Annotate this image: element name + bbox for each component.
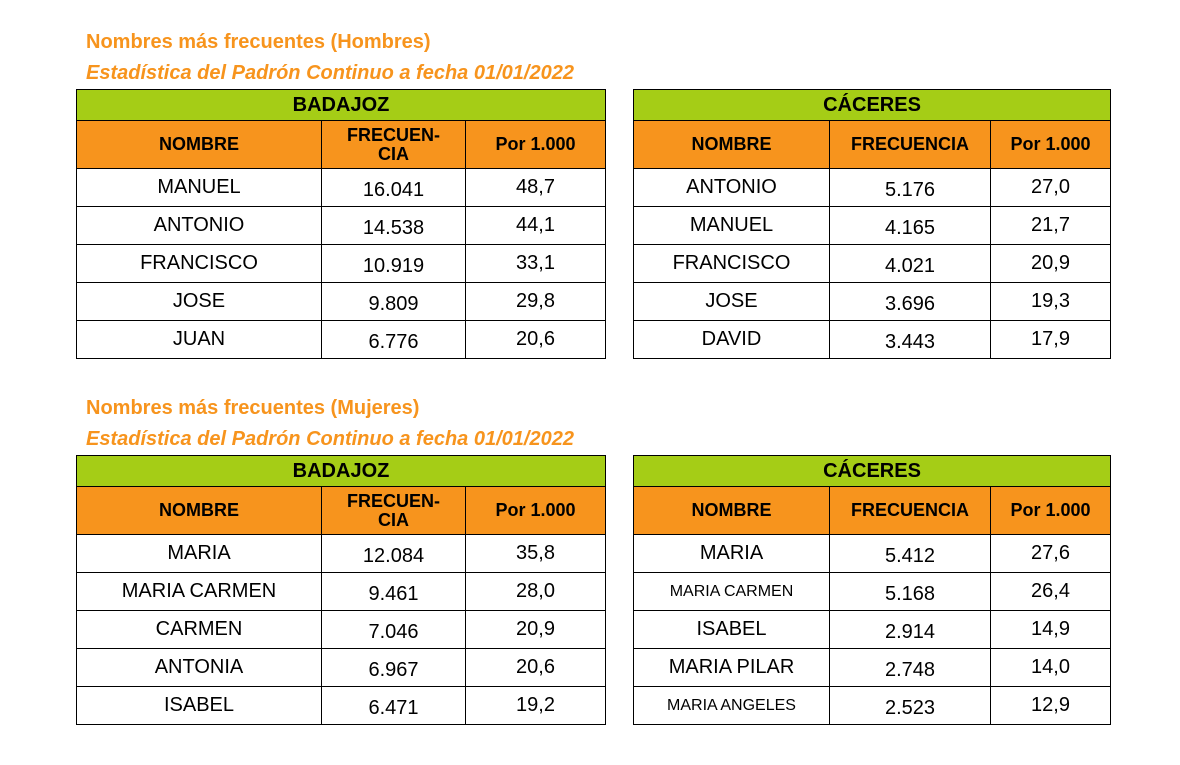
- per-thousand-cell: 19,2: [466, 687, 606, 725]
- name-cell: CARMEN: [77, 611, 322, 649]
- column-header-frecuencia: FRECUENCIA: [830, 121, 991, 169]
- frequency-cell: 2.914: [830, 611, 991, 649]
- frequency-cell: 3.696: [830, 283, 991, 321]
- table-row: [634, 611, 1111, 649]
- name-cell: JUAN: [77, 321, 322, 359]
- per-thousand-cell: 20,6: [466, 649, 606, 687]
- table-row: [634, 573, 1111, 611]
- per-thousand-cell: 21,7: [991, 207, 1111, 245]
- table-row: [77, 283, 606, 321]
- table-row: [634, 687, 1111, 725]
- per-thousand-cell: 20,6: [466, 321, 606, 359]
- name-cell: MARIA: [634, 535, 830, 573]
- table-row: [634, 649, 1111, 687]
- women-title: Nombres más frecuentes (Mujeres): [86, 397, 420, 419]
- table-row: [634, 169, 1111, 207]
- frequency-cell: 10.919: [322, 245, 466, 283]
- name-cell: MARIA CARMEN: [634, 573, 830, 611]
- column-header-nombre: NOMBRE: [77, 487, 322, 535]
- frequency-cell: 6.471: [322, 687, 466, 725]
- table-row: [634, 207, 1111, 245]
- per-thousand-cell: 33,1: [466, 245, 606, 283]
- name-cell: DAVID: [634, 321, 830, 359]
- per-thousand-cell: 48,7: [466, 169, 606, 207]
- column-header-por-mil: Por 1.000: [466, 121, 606, 169]
- table-row: [77, 611, 606, 649]
- frequency-cell: 5.176: [830, 169, 991, 207]
- women-caceres-table: [633, 455, 1111, 725]
- frequency-cell: 6.967: [322, 649, 466, 687]
- frequency-cell: 9.809: [322, 283, 466, 321]
- name-cell: JOSE: [77, 283, 322, 321]
- men-title: Nombres más frecuentes (Hombres): [86, 31, 431, 53]
- column-header-nombre: NOMBRE: [77, 121, 322, 169]
- men-caceres-table: [633, 89, 1111, 359]
- table-row: [77, 573, 606, 611]
- men-badajoz-table: [76, 89, 606, 359]
- column-header-nombre: NOMBRE: [634, 121, 830, 169]
- region-header: CÁCERES: [634, 456, 1111, 487]
- frequency-cell: 4.021: [830, 245, 991, 283]
- table-row: [77, 535, 606, 573]
- column-header-frecuencia: FRECUENCIA: [830, 487, 991, 535]
- per-thousand-cell: 17,9: [991, 321, 1111, 359]
- column-header-frecuencia: FRECUEN- CIA: [322, 121, 466, 169]
- name-cell: ISABEL: [77, 687, 322, 725]
- per-thousand-cell: 20,9: [991, 245, 1111, 283]
- table-row: [77, 245, 606, 283]
- name-cell: ANTONIO: [77, 207, 322, 245]
- per-thousand-cell: 19,3: [991, 283, 1111, 321]
- table-row: [77, 169, 606, 207]
- per-thousand-cell: 27,6: [991, 535, 1111, 573]
- frequency-cell: 12.084: [322, 535, 466, 573]
- region-header: BADAJOZ: [77, 456, 606, 487]
- frequency-cell: 16.041: [322, 169, 466, 207]
- name-cell: MANUEL: [77, 169, 322, 207]
- per-thousand-cell: 26,4: [991, 573, 1111, 611]
- name-cell: JOSE: [634, 283, 830, 321]
- frequency-cell: 3.443: [830, 321, 991, 359]
- table-row: [634, 535, 1111, 573]
- name-cell: MARIA ANGELES: [634, 687, 830, 725]
- name-cell: MANUEL: [634, 207, 830, 245]
- men-subtitle: Estadística del Padrón Continuo a fecha 01/01/2022: [86, 62, 574, 84]
- name-cell: MARIA CARMEN: [77, 573, 322, 611]
- column-header-por-mil: Por 1.000: [991, 121, 1111, 169]
- frequency-cell: 2.523: [830, 687, 991, 725]
- column-header-por-mil: Por 1.000: [466, 487, 606, 535]
- per-thousand-cell: 35,8: [466, 535, 606, 573]
- name-cell: FRANCISCO: [634, 245, 830, 283]
- frequency-cell: 7.046: [322, 611, 466, 649]
- per-thousand-cell: 28,0: [466, 573, 606, 611]
- frequency-cell: 5.412: [830, 535, 991, 573]
- per-thousand-cell: 12,9: [991, 687, 1111, 725]
- women-badajoz-table: [76, 455, 606, 725]
- table-row: [77, 649, 606, 687]
- table-row: [634, 245, 1111, 283]
- name-cell: ISABEL: [634, 611, 830, 649]
- table-row: [77, 321, 606, 359]
- name-cell: ANTONIA: [77, 649, 322, 687]
- per-thousand-cell: 14,9: [991, 611, 1111, 649]
- frequency-cell: 14.538: [322, 207, 466, 245]
- table-row: [77, 207, 606, 245]
- frequency-cell: 5.168: [830, 573, 991, 611]
- region-header: CÁCERES: [634, 90, 1111, 121]
- per-thousand-cell: 29,8: [466, 283, 606, 321]
- frequency-cell: 6.776: [322, 321, 466, 359]
- table-row: [634, 321, 1111, 359]
- column-header-nombre: NOMBRE: [634, 487, 830, 535]
- women-subtitle: Estadística del Padrón Continuo a fecha 01/01/2022: [86, 428, 574, 450]
- per-thousand-cell: 14,0: [991, 649, 1111, 687]
- column-header-frecuencia: FRECUEN- CIA: [322, 487, 466, 535]
- frequency-cell: 9.461: [322, 573, 466, 611]
- per-thousand-cell: 20,9: [466, 611, 606, 649]
- name-cell: MARIA PILAR: [634, 649, 830, 687]
- name-cell: ANTONIO: [634, 169, 830, 207]
- name-cell: MARIA: [77, 535, 322, 573]
- region-header: BADAJOZ: [77, 90, 606, 121]
- name-cell: FRANCISCO: [77, 245, 322, 283]
- frequency-cell: 4.165: [830, 207, 991, 245]
- frequency-cell: 2.748: [830, 649, 991, 687]
- table-row: [634, 283, 1111, 321]
- table-row: [77, 687, 606, 725]
- per-thousand-cell: 27,0: [991, 169, 1111, 207]
- per-thousand-cell: 44,1: [466, 207, 606, 245]
- column-header-por-mil: Por 1.000: [991, 487, 1111, 535]
